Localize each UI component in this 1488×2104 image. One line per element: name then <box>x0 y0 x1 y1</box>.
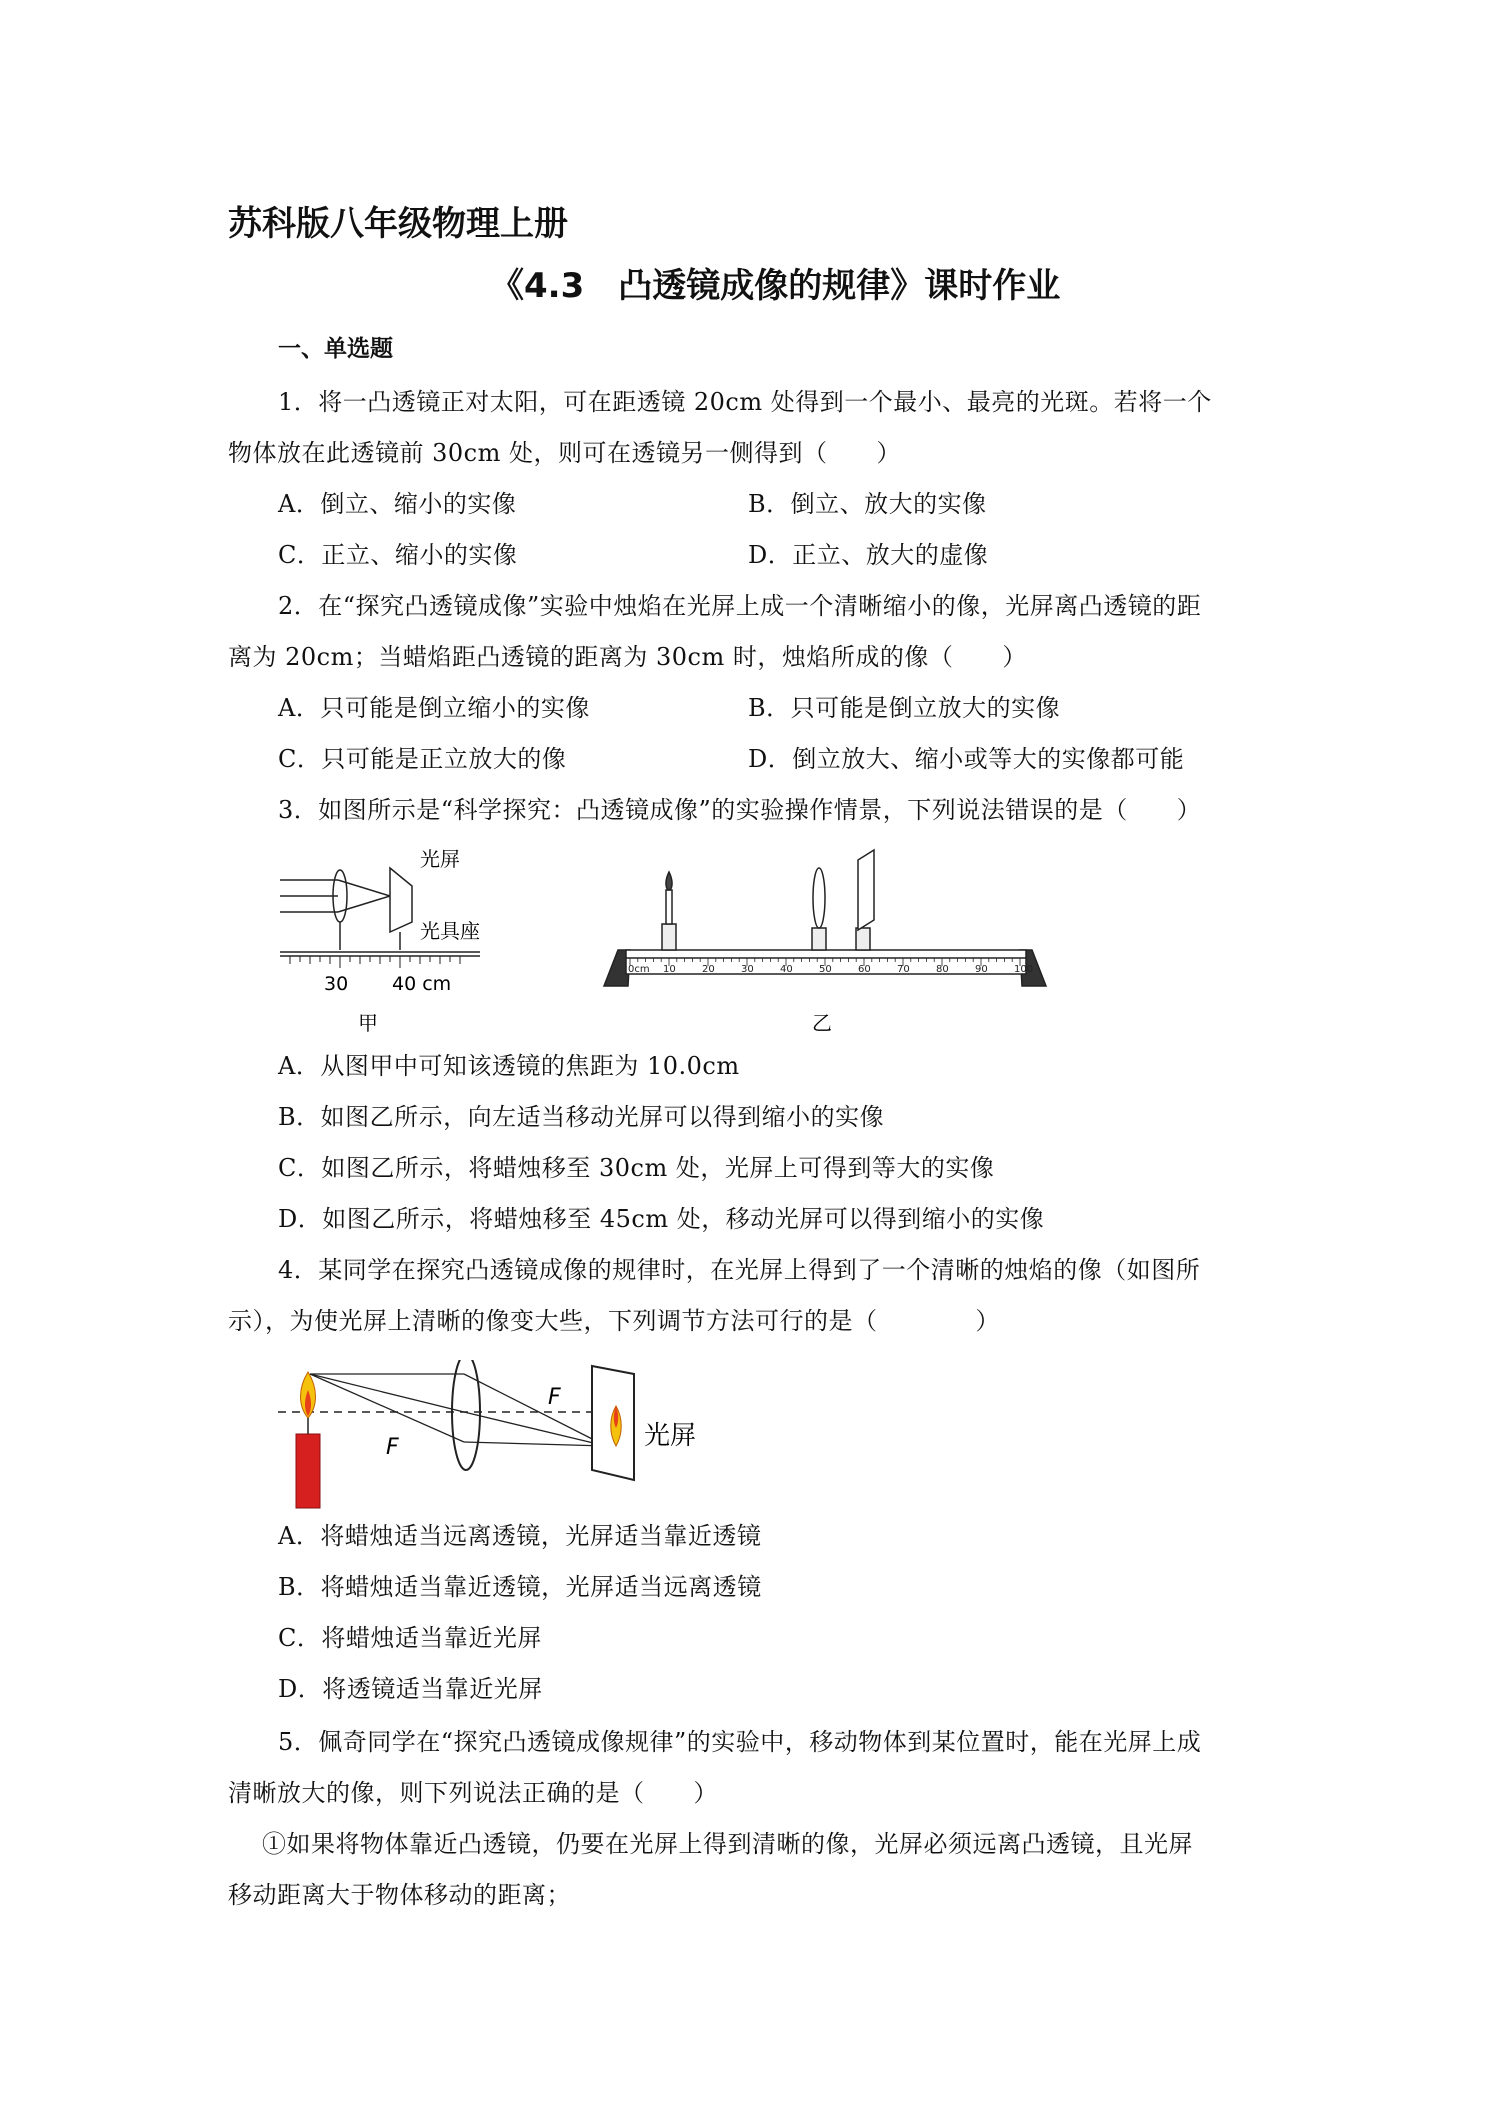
tick-label-40: 40 cm <box>392 973 452 995</box>
ruler-tick-label: 30 <box>741 964 754 975</box>
q3-option-d: D．如图乙所示，将蜡烛移至 45cm 处，移动光屏可以得到缩小的实像 <box>278 1205 1045 1233</box>
ruler-tick-label: 70 <box>897 964 910 975</box>
q2-option-b: B．只可能是倒立放大的实像 <box>748 694 1061 722</box>
q1-stem-line2: 物体放在此透镜前 30cm 处，则可在透镜另一侧得到（ ） <box>228 439 901 467</box>
ray-line <box>464 1442 606 1446</box>
q1-option-b: B．倒立、放大的实像 <box>748 490 987 518</box>
lens-shape <box>813 868 825 928</box>
lesson-title: 《4.3 凸透镜成像的规律》课时作业 <box>490 266 1061 306</box>
q2-stem-line2: 离为 20cm；当蜡焰距凸透镜的距离为 30cm 时，烛焰所成的像（ ） <box>228 643 1027 671</box>
q1-stem-line1: 1．将一凸透镜正对太阳，可在距透镜 20cm 处得到一个最小、最亮的光斑。若将一个 <box>278 388 1212 416</box>
ray-line <box>464 1412 606 1446</box>
holder-label: 光具座 <box>420 919 480 943</box>
q5-statement-1-line2: 移动距离大于物体移动的距离； <box>228 1881 571 1909</box>
ray-line <box>464 1374 606 1446</box>
q3-option-a: A．从图甲中可知该透镜的焦距为 10.0cm <box>278 1052 740 1080</box>
q3-stem-line1: 3．如图所示是“科学探究：凸透镜成像”的实验操作情景，下列说法错误的是（ ） <box>278 796 1202 824</box>
q2-option-c: C．只可能是正立放大的像 <box>278 745 567 773</box>
q4-option-c: C．将蜡烛适当靠近光屏 <box>278 1624 542 1652</box>
q1-option-d: D．正立、放大的虚像 <box>748 541 989 569</box>
ray-line <box>310 1374 464 1412</box>
ruler-tick-label: 90 <box>975 964 988 975</box>
ruler-tick-label: 80 <box>936 964 949 975</box>
screen-shape <box>858 850 874 930</box>
q4-option-d: D．将透镜适当靠近光屏 <box>278 1675 543 1703</box>
ruler-tick-label: 40 <box>780 964 793 975</box>
q2-option-a: A．只可能是倒立缩小的实像 <box>278 694 590 722</box>
tick-label-30: 30 <box>324 973 349 995</box>
ruler-tick-label: 60 <box>858 964 871 975</box>
screen-holder <box>856 928 870 950</box>
q3-option-b: B．如图乙所示，向左适当移动光屏可以得到缩小的实像 <box>278 1103 885 1131</box>
q4-option-b: B．将蜡烛适当靠近透镜，光屏适当远离透镜 <box>278 1573 762 1601</box>
lens-holder <box>812 928 826 950</box>
focal-label-right: F <box>548 1385 561 1410</box>
figure-caption-a: 甲 <box>358 1011 378 1035</box>
focal-label-left: F <box>386 1435 399 1460</box>
q2-option-d: D．倒立放大、缩小或等大的实像都可能 <box>748 745 1185 773</box>
ruler-tick-label: 100 <box>1014 964 1034 975</box>
section-heading: 一、单选题 <box>278 336 393 362</box>
q4-stem-line2: 示），为使光屏上清晰的像变大些，下列调节方法可行的是（ ） <box>228 1307 1000 1335</box>
candle-holder <box>662 924 676 950</box>
screen-shape <box>390 868 412 932</box>
ruler-tick-label: 0cm <box>628 964 650 975</box>
q1-option-a: A．倒立、缩小的实像 <box>278 490 517 518</box>
candle <box>666 890 672 924</box>
q1-option-c: C．正立、缩小的实像 <box>278 541 518 569</box>
flame-shape <box>666 872 672 890</box>
ruler-tick-label: 50 <box>819 964 832 975</box>
figure-3a <box>280 838 540 1038</box>
ruler-tick-label: 10 <box>663 964 676 975</box>
q4-stem-line1: 4．某同学在探究凸透镜成像的规律时，在光屏上得到了一个清晰的烛焰的像（如图所 <box>278 1256 1201 1284</box>
screen-label: 光屏 <box>644 1421 697 1451</box>
q5-statement-1-line1: ①如果将物体靠近凸透镜，仍要在光屏上得到清晰的像，光屏必须远离凸透镜，且光屏 <box>262 1830 1193 1858</box>
figure-4 <box>276 1360 756 1510</box>
screen-label: 光屏 <box>420 847 460 871</box>
q5-stem-line1: 5．佩奇同学在“探究凸透镜成像规律”的实验中，移动物体到某位置时，能在光屏上成 <box>278 1728 1202 1756</box>
ruler-tick-label: 20 <box>702 964 715 975</box>
figure-caption-b: 乙 <box>812 1011 832 1035</box>
q4-option-a: A．将蜡烛适当远离透镜，光屏适当靠近透镜 <box>278 1522 762 1550</box>
candle-body <box>296 1434 320 1508</box>
figure-3b <box>600 838 1050 1038</box>
q3-option-c: C．如图乙所示，将蜡烛移至 30cm 处，光屏上可得到等大的实像 <box>278 1154 995 1182</box>
q5-stem-line2: 清晰放大的像，则下列说法正确的是（ ） <box>228 1779 718 1807</box>
q2-stem-line1: 2．在“探究凸透镜成像”实验中烛焰在光屏上成一个清晰缩小的像，光屏离凸透镜的距 <box>278 592 1202 620</box>
document-title: 苏科版八年级物理上册 <box>228 204 568 244</box>
ray-line <box>310 1374 464 1442</box>
